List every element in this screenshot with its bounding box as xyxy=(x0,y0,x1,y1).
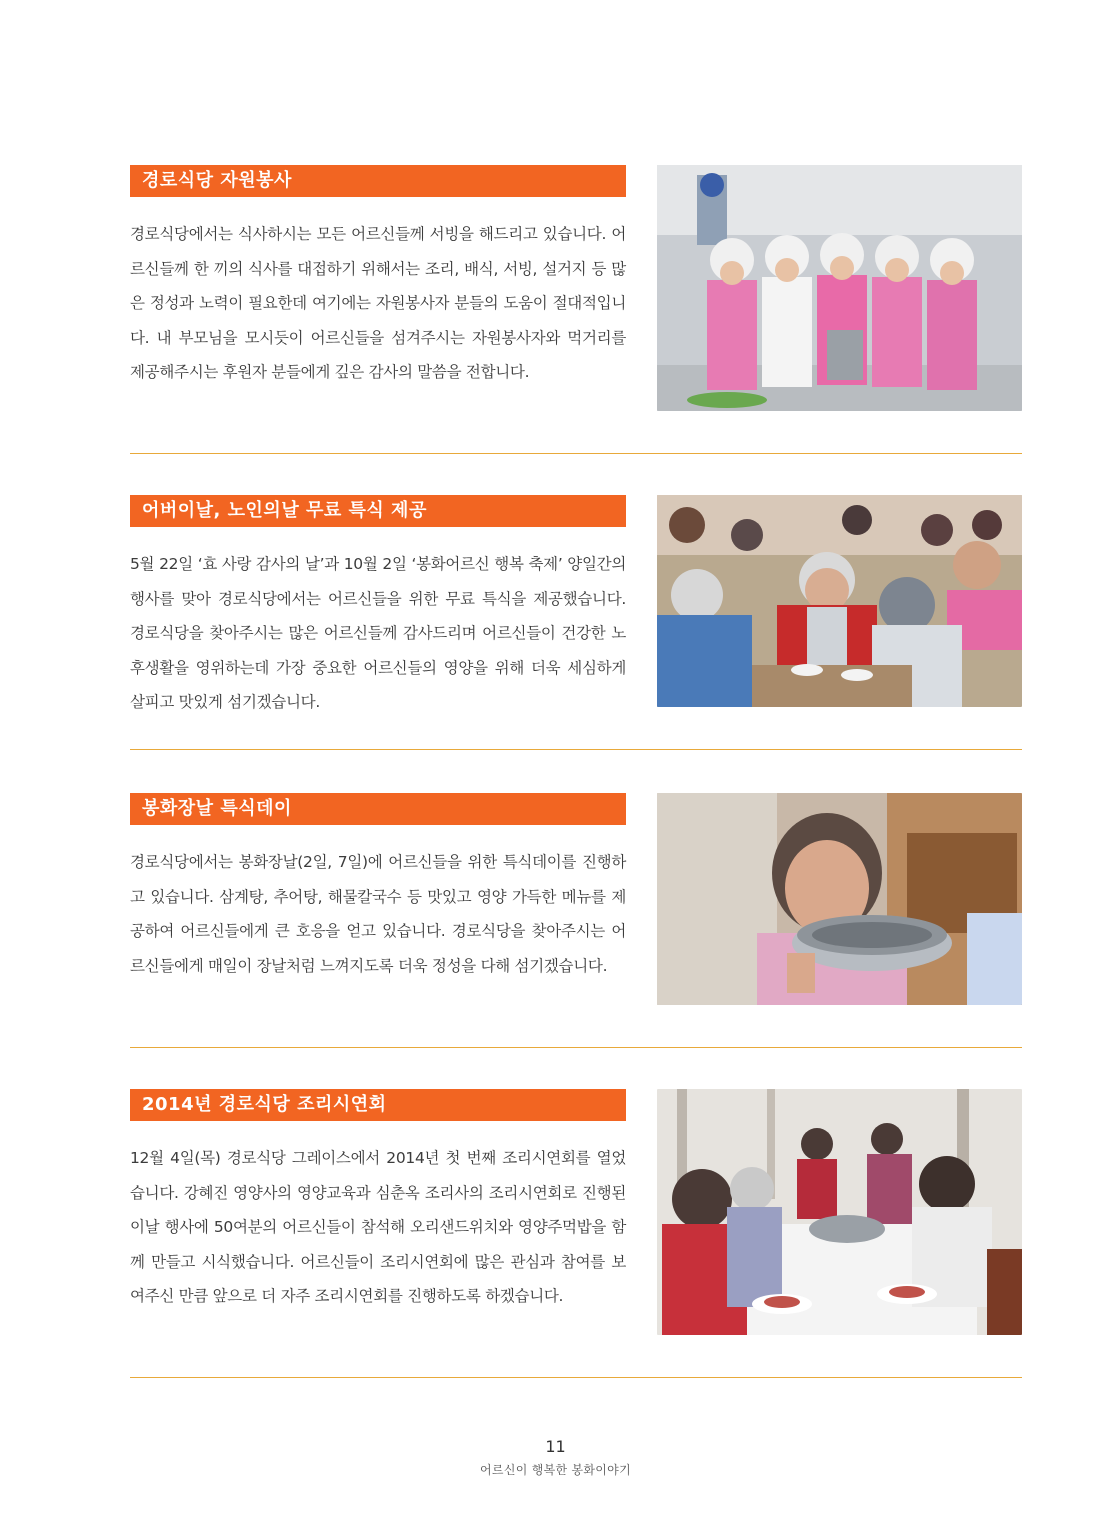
section-divider xyxy=(130,749,1022,750)
page-footer xyxy=(0,1436,1111,1479)
page-number: 11 xyxy=(545,1437,566,1456)
section-body: 5월 22일 ‘효 사랑 감사의 날’과 10월 2일 ‘봉화어르신 행복 축제’ 양일간의 행사를 맞아 경로식당에서는 어르신들을 위한 무료 특식을 제공했습니다. 경로식당을 찾아주시는 많은 어르신들께 감사드리며 어르신들이 건강한 노후생활을 영위하는데 가장 중요한 어르신들의 영양을 위해 더욱 세심하게 살피고 맛있게 섬기겠습니다. xyxy=(130,555,626,711)
volunteers-photo xyxy=(657,165,1022,411)
dining-elders-photo xyxy=(657,495,1022,707)
section-title: 2014년 경로식당 조리시연회 xyxy=(130,1089,626,1121)
section-title: 경로식당 자원봉사 xyxy=(130,165,626,197)
section-divider xyxy=(130,1047,1022,1048)
section-body: 경로식당에서는 봉화장날(2일, 7일)에 어르신들을 위한 특식데이를 진행하고 있습니다. 삼계탕, 추어탕, 해물칼국수 등 맛있고 영양 가득한 메뉴를 제공하여 어르신들에게 큰 호응을 얻고 있습니다. 경로식당을 찾아주시는 어르신들에게 매일이 장날처럼 느껴지도록 더욱 정성을 다해 섬기겠습니다. xyxy=(130,853,626,975)
section-divider xyxy=(130,453,1022,454)
elder-with-bowl-photo xyxy=(657,793,1022,1005)
cooking-demo-photo xyxy=(657,1089,1022,1335)
footer-caption: 어르신이 행복한 봉화이야기 xyxy=(480,1463,631,1477)
section-title: 봉화장날 특식데이 xyxy=(130,793,626,825)
section-body: 경로식당에서는 식사하시는 모든 어르신들께 서빙을 해드리고 있습니다. 어르신들께 한 끼의 식사를 대접하기 위해서는 조리, 배식, 서빙, 설거지 등 많은 정성과 노력이 필요한데 여기에는 자원봉사자 분들의 도움이 절대적입니다. 내 부모님을 모시듯이 어르신들을 섬겨주시는 자원봉사자와 먹거리를 제공해주시는 후원자 분들에게 깊은 감사의 말씀을 전합니다. xyxy=(130,225,626,381)
section-body: 12월 4일(목) 경로식당 그레이스에서 2014년 첫 번째 조리시연회를 열었습니다. 강혜진 영양사의 영양교육과 심춘옥 조리사의 조리시연회로 진행된 이날 행사에 50여분의 어르신들이 참석해 오리샌드위치와 영양주먹밥을 함께 만들고 시식했습니다. 어르신들이 조리시연회에 많은 관심과 참여를 보여주신 만큼 앞으로 더 자주 조리시연회를 진행하도록 하겠습니다. xyxy=(130,1149,626,1305)
section-divider xyxy=(130,1377,1022,1378)
section-title: 어버이날, 노인의날 무료 특식 제공 xyxy=(130,495,626,527)
